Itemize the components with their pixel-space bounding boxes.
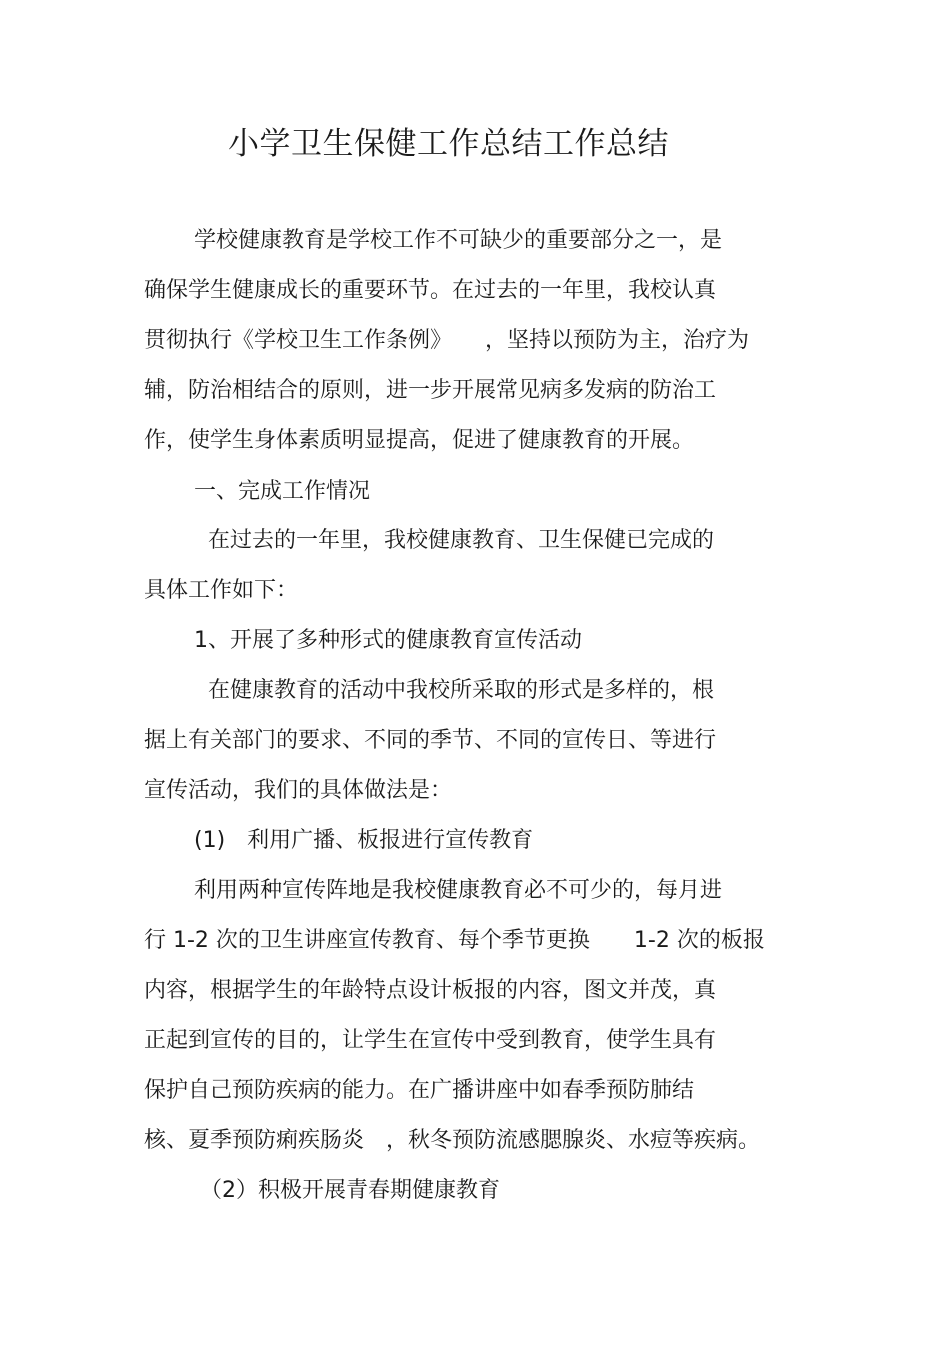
item-heading: （2）积极开展青春期健康教育: [200, 1178, 500, 1203]
paragraph-line: 具体工作如下：: [144, 578, 299, 603]
item-heading: (1) 利用广播、板报进行宣传教育: [194, 828, 534, 853]
subsection-heading: 1、开展了多种形式的健康教育宣传活动: [194, 628, 582, 653]
paragraph-line: 贯彻执行《学校卫生工作条例》 ，坚持以预防为主，治疗为: [144, 328, 750, 353]
document-title: 小学卫生保健工作总结工作总结: [228, 126, 669, 162]
paragraph-line: 正起到宣传的目的，让学生在宣传中受到教育，使学生具有: [144, 1028, 717, 1053]
paragraph-line: 学校健康教育是学校工作不可缺少的重要部分之一，是: [194, 228, 723, 253]
paragraph-line: 据上有关部门的要求、不同的季节、不同的宣传日、等进行: [144, 728, 717, 753]
paragraph-line: 行 1-2 次的卫生讲座宣传教育、每个季节更换 1-2 次的板报: [144, 928, 765, 953]
paragraph-line: 辅，防治相结合的原则，进一步开展常见病多发病的防治工: [144, 378, 717, 403]
paragraph-line: 保护自己预防疾病的能力。在广播讲座中如春季预防肺结: [144, 1078, 695, 1103]
paragraph-line: 内容，根据学生的年龄特点设计板报的内容，图文并茂，真: [144, 978, 717, 1003]
paragraph-line: 作，使学生身体素质明显提高，促进了健康教育的开展。: [144, 428, 695, 453]
paragraph-line: 确保学生健康成长的重要环节。在过去的一年里，我校认真: [144, 278, 717, 303]
paragraph-line: 在过去的一年里，我校健康教育、卫生保健已完成的: [208, 528, 715, 553]
paragraph-line: 在健康教育的活动中我校所采取的形式是多样的，根: [208, 678, 715, 703]
paragraph-line: 利用两种宣传阵地是我校健康教育必不可少的，每月进: [194, 878, 723, 903]
paragraph-line: 核、夏季预防痢疾肠炎 ，秋冬预防流感腮腺炎、水痘等疾病。: [144, 1128, 761, 1153]
section-heading: 一、完成工作情况: [194, 479, 371, 504]
paragraph-line: 宣传活动，我们的具体做法是：: [144, 778, 453, 803]
